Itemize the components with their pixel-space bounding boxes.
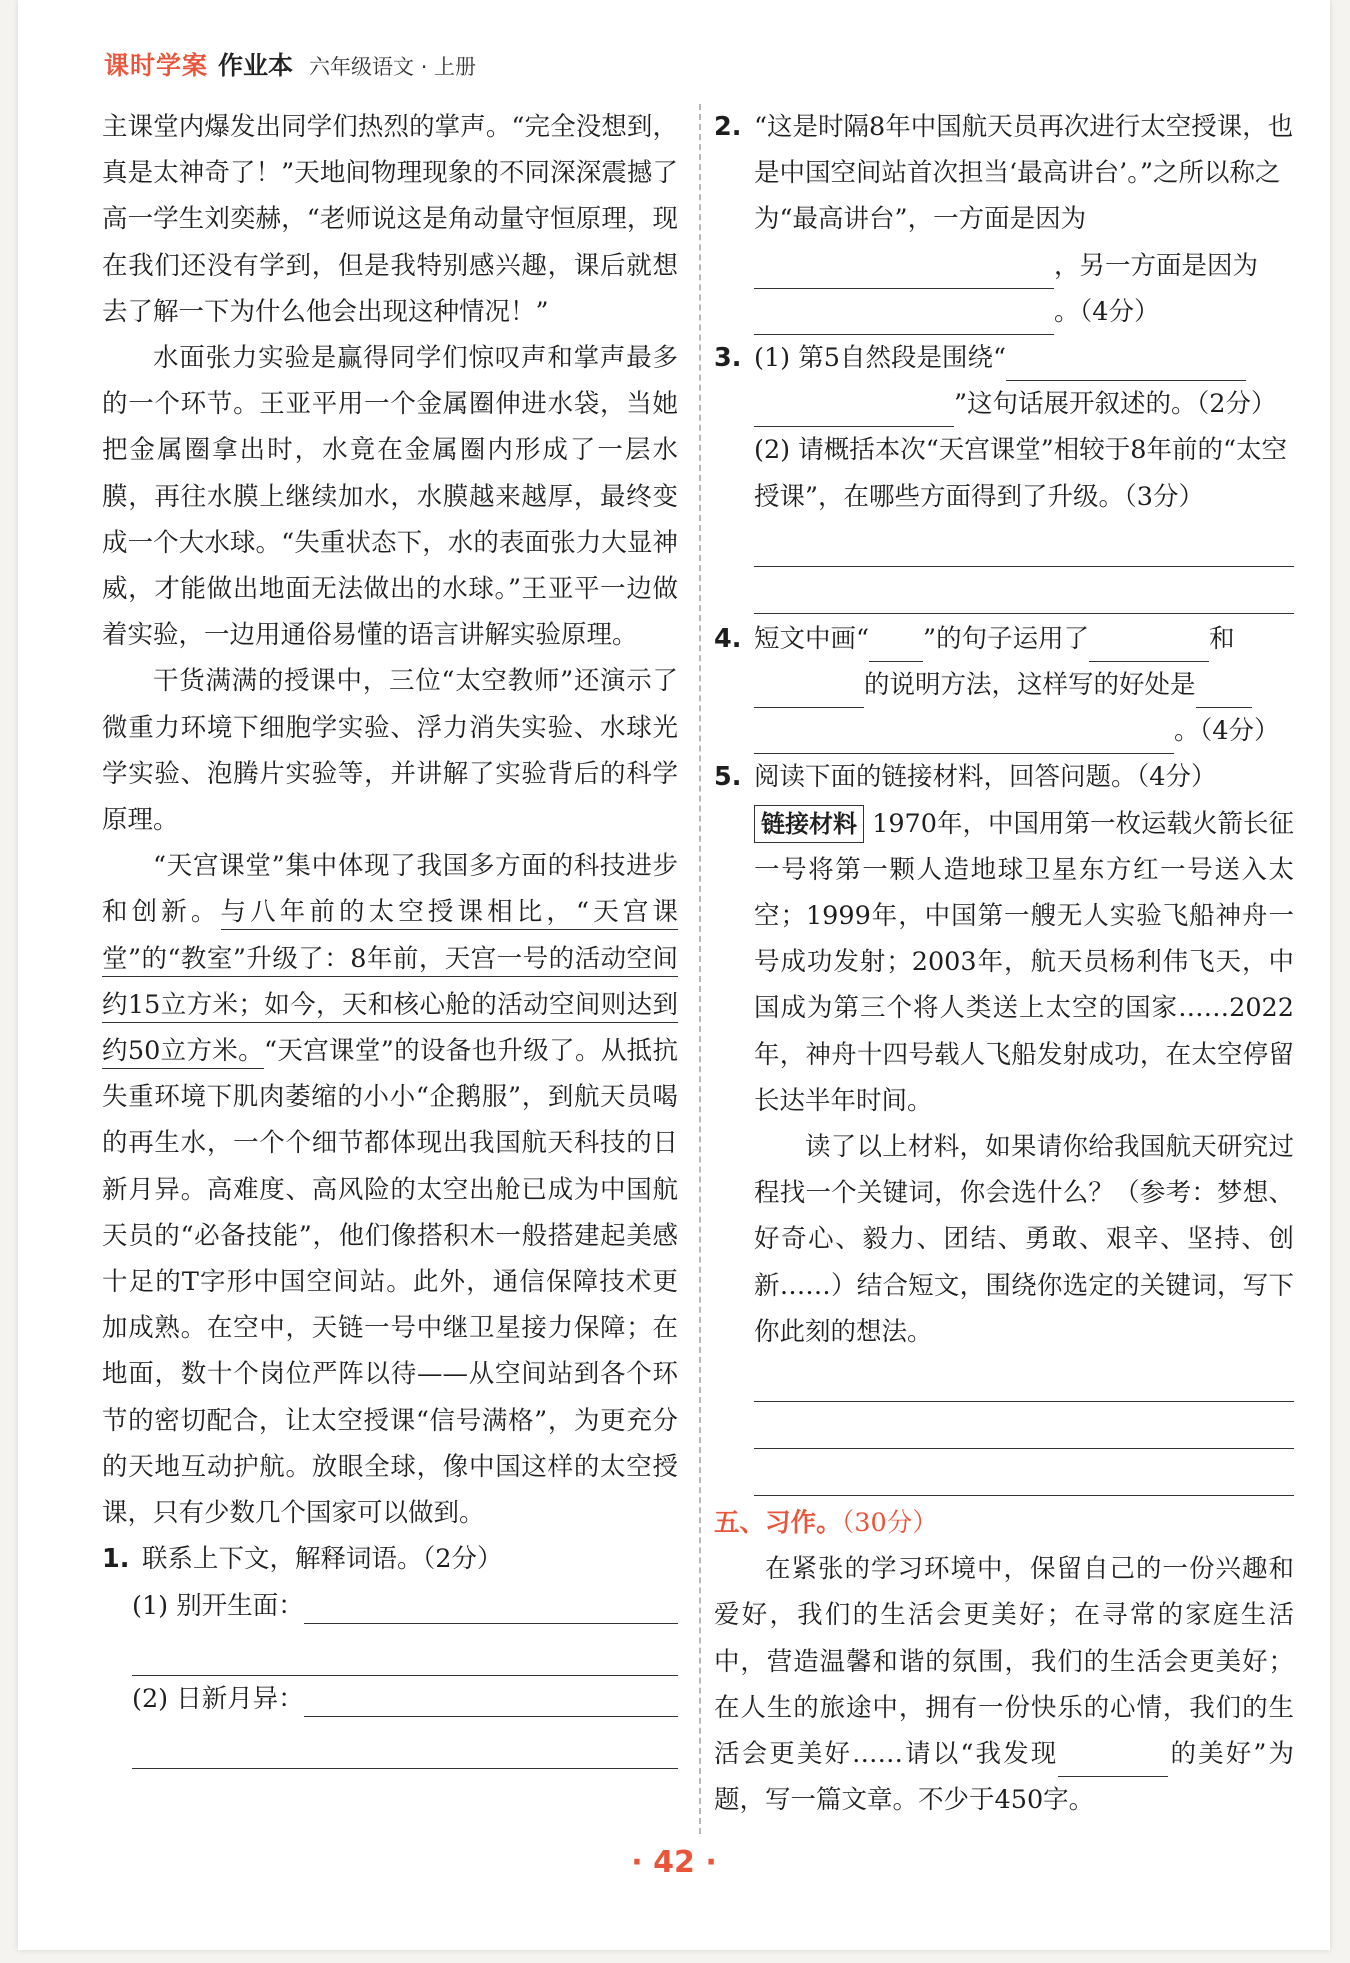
question-5 — [714, 754, 1294, 800]
link-material-label: 链接材料 — [754, 805, 864, 843]
question-5-prompt: 读了以上材料，如果请你给我国航天研究过程找一个关键词，你会选什么？（参考：梦想、好奇心、毅力、团结、勇敢、艰辛、坚持、创新……）结合短文，围绕你选定的关键词，写下你此刻的想法。 — [754, 1132, 1294, 1347]
paragraph-4-intro: “天宫课堂”集中体现了我国多方面的科技进步和创新。 — [102, 851, 678, 928]
answer-blank[interactable] — [1089, 633, 1209, 662]
question-1-part-2 — [102, 1676, 678, 1722]
answer-blank[interactable] — [1006, 352, 1246, 381]
section-score: （30分） — [841, 1508, 938, 1539]
question-text-mid: ，另一方面是因为 — [1054, 250, 1259, 281]
answer-line[interactable] — [754, 1402, 1294, 1449]
answer-blank[interactable] — [304, 1676, 678, 1717]
question-text: 联系上下文，解释词语。（2分） — [142, 1544, 503, 1575]
link-material — [714, 801, 1294, 1124]
paragraph-4-rest: “天宫课堂”的设备也升级了。从抵抗失重环境下肌肉萎缩的小小“企鹅服”，到航天员喝的再生水，一个个细节都体现出我国航天科技的日新月异。高难度、高风险的太空出舱已成为中国航天员的“必备技能”，他们像搭积木一般搭建起美感十足的T字形中国空间站。此外，通信保障技术更加成熟。在空中，天链一号中继卫星接力保障；在地面，数十个岗位严阵以待——从空间站到各个环节的密切配合，让太空授课“信号满格”，为更充分的天地互动护航。放眼全球，像中国这样的太空授课，只有少数几个国家可以做到。 — [102, 1036, 679, 1529]
question-3 — [714, 335, 1294, 427]
underline-sample — [869, 633, 923, 662]
question-text: 阅读下面的链接材料，回答问题。（4分） — [754, 762, 1217, 793]
link-material-text: 1970年，中国用第一枚运载火箭长征一号将第一颗人造地球卫星东方红一号送入太空；1999年，中国第一艘无人实验飞船神舟一号成功发射；2003年，航天员杨利伟飞天，中国成为第三个将人类送上太空的国家……2022年，神舟十四号载人飞船发射成功，在太空停留长达半年时间。 — [754, 808, 1295, 1116]
answer-line[interactable] — [132, 1722, 678, 1769]
article-paragraph-2: 水面张力实验是赢得同学们惊叹声和掌声最多的一个环节。王亚平用一个金属圈伸进水袋，当她把金属圈拿出时，水竟在金属圈内形成了一层水膜，再往水膜上继续加水，水膜越来越厚，最终变成一个大水球。“失重状态下，水的表面张力大显神威，才能做出地面无法做出的水球。”王亚平一边做着实验，一边用通俗易懂的语言讲解实验原理。 — [102, 343, 678, 651]
question-1 — [102, 1536, 678, 1582]
question-number: 2. — [714, 112, 742, 142]
page-number: · 42 · — [631, 1845, 717, 1880]
brand-name: 课时学案 — [104, 51, 209, 80]
answer-blank[interactable] — [754, 398, 954, 427]
question-score: 。（4分） — [1054, 296, 1160, 327]
question-3-part-1: (1) 第5自然段是围绕“ — [754, 343, 1006, 374]
question-2 — [714, 104, 1294, 335]
q4-score: 。（4分） — [1174, 716, 1280, 747]
question-number: 3. — [714, 343, 742, 374]
question-1-part-1 — [102, 1583, 678, 1629]
q4-text-4: 的说明方法，这样写的好处是 — [864, 670, 1196, 701]
section-5-title — [714, 1500, 1294, 1546]
q4-text-3: 和 — [1209, 623, 1235, 654]
answer-blank[interactable] — [754, 725, 1174, 754]
article-paragraph-3: 干货满满的授课中，三位“太空教师”还演示了微重力环境下细胞学实验、浮力消失实验、水球光学实验、泡腾片实验等，并讲解了实验背后的科学原理。 — [102, 666, 678, 836]
answer-blank[interactable] — [754, 679, 864, 708]
answer-blank[interactable] — [1196, 679, 1252, 708]
title-blank[interactable] — [1058, 1748, 1168, 1777]
q4-text-1: 短文中画“ — [754, 623, 870, 654]
left-column — [102, 104, 678, 1769]
page-header — [104, 46, 476, 90]
answer-line[interactable] — [754, 1449, 1294, 1496]
essay-text-1: 在紧张的学习环境中，保留自己的一份兴趣和爱好，我们的生活会更美好；在寻常的家庭生活中，营造温馨和谐的氛围，我们的生活会更美好；在人生的旅途中，拥有一份快乐的心情，我们的生活会更美好……请以“我发现 — [714, 1554, 1294, 1770]
underlined-sentence: 与八年前的太空授课相比，“天宫课堂”的“教室”升级了：8年前，天宫一号的活动空间约15立方米；如今，天和核心舱的活动空间则达到约50立方米。 — [102, 897, 678, 1069]
question-number: 5. — [714, 762, 742, 793]
article-paragraph-1: 主课堂内爆发出同学们热烈的掌声。“完全没想到，真是太神奇了！”天地间物理现象的不同深深震撼了高一学生刘奕赫，“老师说这是角动量守恒原理，现在我们还没有学到，但是我特别感兴趣，课后就想去了解一下为什么他会出现这种情况！” — [102, 112, 678, 327]
right-column — [714, 104, 1294, 1824]
essay-text-2: 的美好”为题，写一篇文章。不少于450字。 — [714, 1739, 1294, 1816]
workbook-page — [18, 0, 1330, 1950]
grade-label: 六年级语文 · 上册 — [309, 55, 477, 79]
question-3-part-2: (2) 请概括本次“天宫课堂”相较于8年前的“太空授课”，在哪些方面得到了升级。（3分） — [754, 435, 1288, 512]
question-3-part-1-end: ”这句话展开叙述的。（2分） — [954, 389, 1277, 420]
essay-instructions — [714, 1546, 1294, 1823]
word-label-1: (1) 别开生面： — [132, 1590, 304, 1621]
word-label-2: (2) 日新月异： — [132, 1683, 304, 1714]
answer-blank[interactable] — [754, 306, 1054, 335]
section-title-text: 五、习作。 — [714, 1508, 842, 1539]
answer-line[interactable] — [132, 1629, 678, 1676]
answer-blank[interactable] — [304, 1583, 678, 1624]
question-number: 1. — [102, 1544, 130, 1575]
question-4 — [714, 616, 1294, 755]
column-divider — [699, 104, 701, 1834]
answer-line[interactable] — [754, 567, 1294, 614]
book-type: 作业本 — [218, 51, 294, 80]
article-paragraph-4 — [102, 843, 678, 1536]
answer-line[interactable] — [754, 1355, 1294, 1402]
question-text: “这是时隔8年中国航天员再次进行太空授课，也是中国空间站首次担当‘最高讲台’。”之所以称之为“最高讲台”，一方面是因为 — [754, 112, 1294, 235]
answer-blank[interactable] — [754, 260, 1054, 289]
question-number: 4. — [714, 623, 742, 654]
q4-text-2: ”的句子运用了 — [923, 623, 1090, 654]
answer-line[interactable] — [754, 520, 1294, 567]
